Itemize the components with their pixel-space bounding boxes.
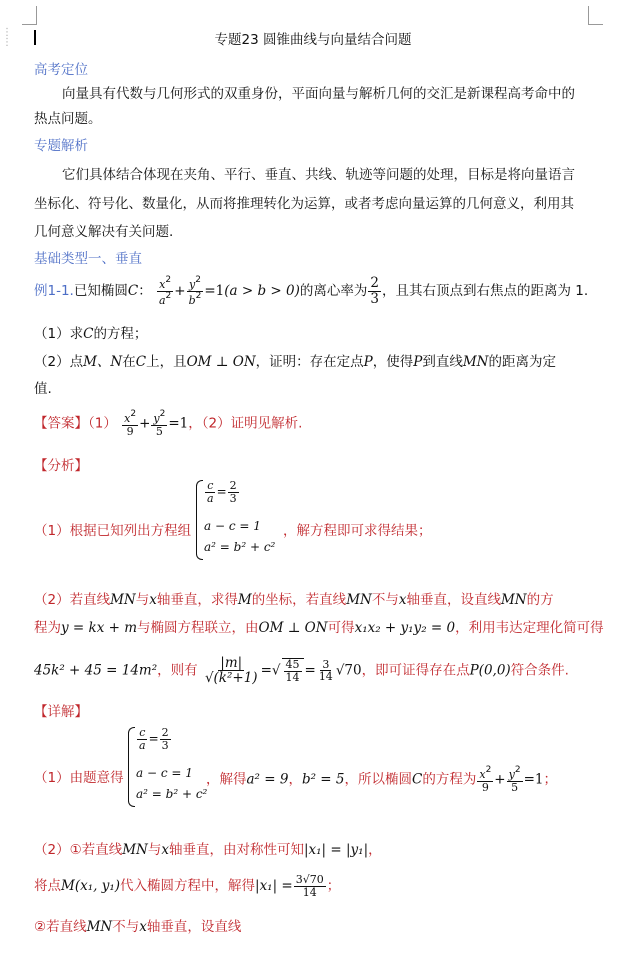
question-2: （2）点M、N在C上，且OM ⊥ ON，证明：存在定点P，使得P到直线MN的距离为定 — [34, 354, 556, 370]
para2-line3: 几何意义解决有关问题. — [34, 224, 174, 240]
detail-2-line3: ②若直线MN不与x轴垂直，设直线 — [34, 919, 242, 935]
frac-y2-b2: $\frac{y^2}{b^2}$ — [188, 275, 202, 307]
answer-tag: 【答案】 — [34, 415, 88, 432]
question-2-cont: 值. — [34, 381, 52, 397]
analysis-2-line2: 程为y = kx + m与椭圆方程联立，由OM ⊥ ON可得x₁x₂ + y₁y₂ = 0，利用韦达定理化简可得 — [34, 620, 604, 636]
analysis-1-pre: （1）根据已知列出方程组 — [34, 523, 192, 539]
system-2: $\frac{c}{a}$ = $\frac{2}{3}$ — [139, 726, 169, 752]
para2-line1: 它们具体结合体现在夹角、平行、垂直、共线、轨迹等问题的处理，目标是将向量语言 — [62, 167, 575, 183]
heading-gaokao: 高考定位 — [34, 62, 88, 78]
doc-title: 专题23 圆锥曲线与向量结合问题 — [214, 32, 412, 48]
margin-corner-top-right — [588, 6, 603, 25]
example-statement: 例1-1.已知椭圆C： $\frac{x^2}{a^2}$ + $\frac{y^2}{b^2}$ =1(a > b > 0)的离心率为 $\frac{2}{3}$ ，且其右顶点到右焦点的距离为 1. — [34, 275, 589, 307]
detail-2-line2: 将点M(x₁, y₁)代入椭圆方程中，解得|x₁| = $\frac{3√70}{14}$ ； — [34, 873, 341, 899]
analysis-2-line3: 45k² + 45 = 14m²，则有 $\frac{|m|}{\text{√(k²+1)}}$ =√ $\frac{45}{14}$ = $\frac{3}{14}$ √70，即可证得存在点P(0,0)符合条件. — [34, 655, 569, 687]
answer-line: 【答案】（1） $\frac{x^2}{9}$ + $\frac{y^2}{5}$ =1，（2）证明见解析. — [34, 409, 303, 438]
detail-tag: 【详解】 — [34, 704, 88, 720]
para1-line1: 向量具有代数与几何形式的双重身份，平面向量与解析几何的交汇是新课程高考命中的 — [62, 86, 575, 102]
question-1: （1）求C的方程； — [34, 326, 148, 342]
margin-corner-top-left — [22, 6, 37, 25]
frac-eccentricity: $\frac{2}{3}$ — [370, 275, 379, 307]
para1-line2: 热点问题。 — [34, 111, 102, 127]
example-label: 例1-1. — [34, 283, 74, 300]
heading-jiexi: 专题解析 — [34, 138, 88, 154]
analysis-2-line1: （2）若直线MN与x轴垂直，求得M的坐标，若直线MN不与x轴垂直，设直线MN的方 — [34, 592, 554, 608]
heading-type1: 基础类型一、垂直 — [34, 251, 142, 267]
system-brace-2 — [128, 727, 135, 807]
detail-1-line: （1）由题意得 — [34, 770, 124, 786]
detail-2-line1: （2）①若直线MN与x轴垂直，由对称性可知|x₁| = |y₁|， — [34, 842, 382, 858]
system-1: $\frac{c}{a}$ = $\frac{2}{3}$ — [207, 479, 237, 505]
system-brace-1 — [196, 480, 203, 560]
analysis-tag: 【分析】 — [34, 458, 88, 474]
frac-x2-a2: $\frac{x^2}{a^2}$ — [158, 275, 172, 307]
para2-line2: 坐标化、符号化、数量化，从而将推理转化为运算，或者考虑向量运算的几何意义，利用其 — [34, 196, 574, 212]
analysis-1-post: ，解方程即可求得结果； — [283, 523, 432, 539]
detail-1-result: ，解得a² = 9，b² = 5，所以椭圆C的方程为 $\frac{x^2}{9}$ + $\frac{y^2}{5}$ =1； — [206, 765, 557, 794]
ruler-mark: ⋮ ⋮ — [2, 27, 12, 48]
